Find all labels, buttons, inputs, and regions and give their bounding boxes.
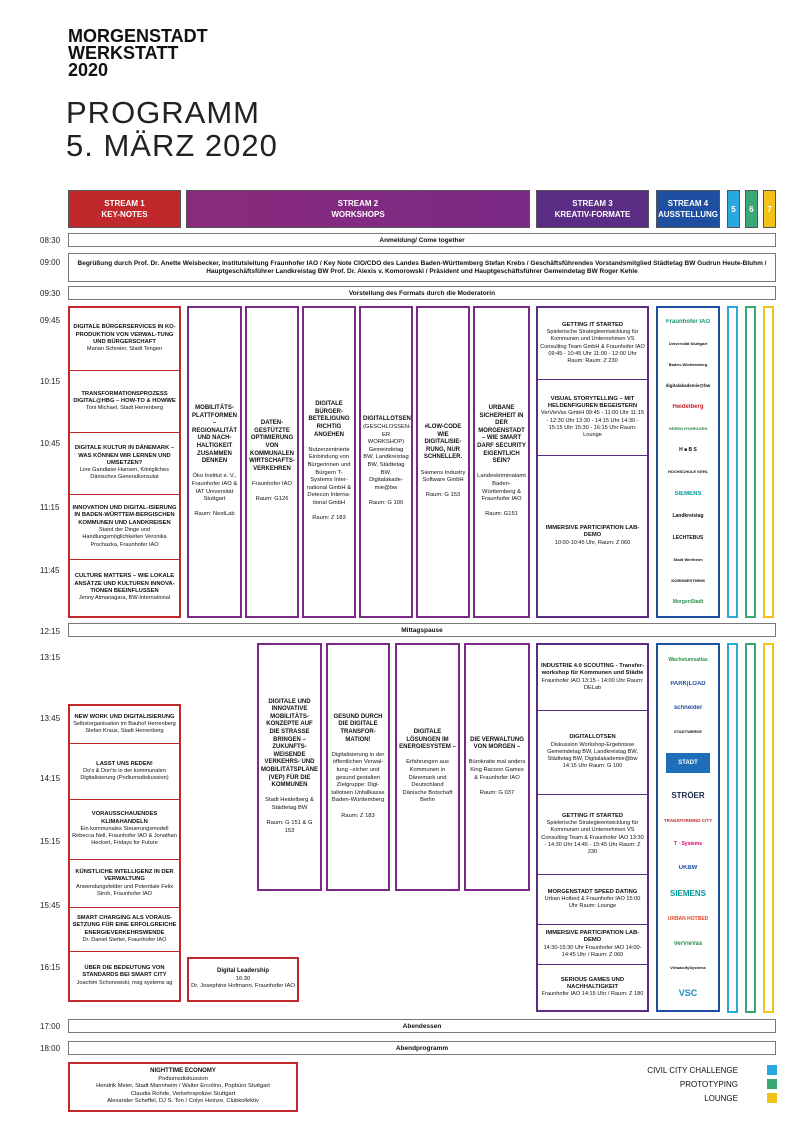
session[interactable]: MORGENSTADT SPEED DATING Urban Hotbed & Fraunhofer IAO 15:00 Uhr Raum: Lounge [538, 875, 647, 925]
workshop-card[interactable]: DATEN-GESTÜTZTE OPTIMIERUNG VON KOMMUNALEN WIRTSCHAFTS-VERKEHREN Fraunhofer IAO Raum: G126 [245, 306, 299, 618]
session[interactable]: NEW WORK UND DIGITALISIERUNG Selbstorganisation im Bauhof Herrenberg Stefan Kraus, Stadt Herrenberg [70, 706, 179, 744]
exhibitor-logo[interactable]: MorgenStadt [672, 598, 704, 605]
session[interactable]: SERIOUS GAMES UND NACHHALTIGKEIT Fraunhofer IAO 14:15 Uhr / Raum: Z 180 [541, 976, 644, 998]
nighttime-card[interactable]: NIGHTTIME ECONOMY Podiumsdiskussion Hendrik Meier, Stadt Mannheim / Walter Ercolino, Popbüro Stuttgart Claudia Rohde, Verkehrspolizei Stuttgart Alexander Scheffel, DJ S. Ton / Colyn Heinze, Clubkollektiv [68, 1062, 298, 1112]
lounge-column [763, 306, 774, 618]
civil-city-column [727, 306, 738, 618]
time-label: 08:30 [40, 236, 61, 245]
exhibitor-logo[interactable]: VSC [678, 987, 698, 998]
time-label: 10:15 [40, 377, 61, 386]
session[interactable]: GETTING IT STARTED Spielerische Strategieentwicklung für Kommunen und Unternehmen VS Consulting Team GmbH & Fraunhofer IAO 09:45 - 10:45 Uhr 11:00 - 12:00 Uhr Raum: Raum: Z 230 [538, 308, 647, 380]
exhibitor-logo[interactable]: STRÖER [671, 790, 705, 800]
exhibitor-logos-morning [656, 306, 720, 618]
exhibitor-logo[interactable]: schneider [673, 705, 703, 712]
time-label: 09:30 [40, 289, 61, 298]
session[interactable]: VORAUSSCHAUENDES KLIMAHANDELN Ein kommunales Steuerungsmodell Rebecca Nell, Fraunhofer IAO & Jonathan Heckert, Fridays for Future [70, 800, 179, 860]
exhibitor-logo[interactable]: SIEMENS [674, 490, 702, 497]
legend-swatch-lounge [767, 1093, 777, 1103]
evening-bar: Abendprogramm [68, 1041, 776, 1055]
exhibitor-logo[interactable]: KORNWESTHEIM [671, 577, 705, 583]
brand-line: WERKSTATT [68, 43, 179, 63]
format-bar: Vorstellung des Formats durch die Moderatorin [68, 286, 776, 300]
stream-1-header: STREAM 1 KEY-NOTES [68, 190, 181, 228]
stream-3-header: STREAM 3 KREATIV-FORMATE [536, 190, 649, 228]
exhibitor-logo[interactable]: H ■ B S [679, 447, 697, 454]
session[interactable]: KÜNSTLICHE INTELLIGENZ IN DER VERWALTUNG Anwendungsfelder und Potentiale Felix Stroh, Fraunhofer IAO [70, 860, 179, 908]
stream-3-afternoon [536, 643, 649, 1012]
stream-6-header: 6 [745, 190, 758, 228]
exhibitor-logo[interactable]: VerVieVas [673, 940, 703, 947]
session[interactable]: DIGITALLOTSEN Diskussion Workshop-Ergebnisse Gemeindetag BW, Landkreistag BW, Städtetag BW, Digitalakademie@bw 14:15 Uhr Raum: G 100 [538, 711, 647, 795]
exhibitor-logo[interactable]: T · Systems [673, 841, 703, 848]
session[interactable]: INDUSTRIE 4.0 SCOUTING - Transfer-workshop für Kommunen und Städte Fraunhofer IAO 13:15 - 14:00 Uhr Raum: DELab [538, 645, 647, 711]
legend-swatch-proto [767, 1079, 777, 1089]
session[interactable]: DIGITALE KULTUR IN DÄNEMARK – WAS KÖNNEN WIR LERNEN UND UMSETZEN? Line Gandløse Hansen, Königliches Dänisches Generalkonsulat [70, 433, 179, 495]
time-label: 15:45 [40, 901, 61, 910]
stream-3-morning [536, 306, 649, 618]
brand-line: 2020 [68, 60, 109, 80]
legend-proto: PROTOTYPING [679, 1080, 738, 1089]
workshop-card[interactable]: DIGITALE BÜRGER-BETEILIGUNG RICHTIG ANGEHEN Nutzerzentrierte Einbindung von Bürgerinnen und Bürgern T-Systems Inter-national GmbH & Detecon Interna-tional GmbH Raum: Z 183 [302, 306, 356, 618]
exhibitor-logo[interactable]: Heidelberg [672, 404, 704, 411]
exhibitor-logo[interactable]: SIEMENS [669, 889, 706, 899]
lounge-column [763, 643, 774, 1013]
workshop-card[interactable]: GESUND DURCH DIE DIGITALE TRANSFOR-MATION! Digitalisierung in der öffentlichen Verwal-tung –sicher und gesund gestalten Zielgruppe: Digi-tallotsen Unfallkasse Baden-Württemberg Raum: Z 183 [326, 643, 390, 891]
workshop-card[interactable]: DIGITALE LÖSUNGEN IM ENERGIESYSTEM – Erfahrungen aus Kommunen in Dänemark und Deutschland Dänische Botschaft Berlin [395, 643, 460, 891]
prototyping-column [745, 306, 756, 618]
session[interactable]: GETTING IT STARTED Spielerische Strategieentwicklung für Kommunen und Unternehmen VS Consulting Team & Fraunhofer IAO 13:30 - 14:30 Uhr 14:45 - 15:45 Uhr Raum: Z 230 [538, 795, 647, 875]
exhibitor-logos-afternoon [656, 643, 720, 1012]
title-line: PROGRAMM [66, 95, 260, 130]
time-label: 17:00 [40, 1022, 61, 1031]
stream-2-header: STREAM 2 WORKSHOPS [186, 190, 530, 228]
session[interactable]: SMART CHARGING ALS VORAUS-SETZUNG FÜR EINE ERFOLGREICHE ENERGIEVERKEHRSWENDE Dr. Daniel Stetter, Fraunhofer IAO [70, 908, 179, 952]
session[interactable]: CULTURE MATTERS – WIE LOKALE ANSÄTZE UND KULTUREN INNOVA-TIONEN BEEINFLUSSEN Jenny Atmanagara, BW-International [74, 573, 175, 602]
legend-lounge: LOUNGE [704, 1094, 738, 1103]
exhibitor-logo[interactable]: Stadt Wertheim [673, 556, 703, 562]
brand-line: MORGENSTADT [68, 26, 208, 46]
session[interactable]: ÜBER DIE BEDEUTUNG VON STANDARDS BEI SMART CITY Joachim Schonowski, msg systems ag [76, 965, 173, 986]
time-label: 09:45 [40, 316, 61, 325]
time-label: 16:15 [40, 963, 61, 972]
exhibitor-logo[interactable]: Fraunhofer IAO [665, 319, 710, 326]
exhibitor-logo[interactable]: VirtualcitySystems [670, 964, 706, 970]
stream-7-header: 7 [763, 190, 776, 228]
exhibitor-logo[interactable]: digitalakademie@bw [665, 383, 711, 389]
prototyping-column [745, 643, 756, 1013]
dinner-bar: Abendessen [68, 1019, 776, 1033]
digital-leadership-card[interactable]: Digital Leadership 16:30 Dr. Josephine Hofmann, Fraunhofer IAO [187, 957, 299, 1002]
exhibitor-logo[interactable]: HOCHSCHULE KEHL [667, 469, 709, 475]
workshop-card[interactable]: URBANE SICHERHEIT IN DER MORGENSTADT – WIE SMART DARF SECURITY EIGENTLICH SEIN? Landeskriminalamt Baden-Württemberg & Fraunhofer IAO Raum: G151 [473, 306, 530, 618]
time-label: 13:15 [40, 653, 61, 662]
time-label: 18:00 [40, 1044, 61, 1053]
time-label: 14:15 [40, 774, 61, 783]
workshop-card[interactable]: DIE VERWALTUNG VON MORGEN – Bürokratie mal anders King Racoon Games & Fraunhofer IAO Raum: G 037 [464, 643, 530, 891]
time-label: 12:15 [40, 627, 61, 636]
exhibitor-logo[interactable]: URBAN HOTBED [667, 916, 709, 923]
exhibitor-logo[interactable]: Wachstumsatlas [668, 657, 708, 664]
time-label: 10:45 [40, 439, 61, 448]
workshop-card[interactable]: DIGITALE UND INNOVATIVE MOBILITÄTS-KONZEPTE AUF DIE STRASSE BRINGEN – ZUKUNFTS-WEISENDE VERKEHRS- UND MOBILITÄTSPLÄNE (VEP) FÜR DIE KOMMUNEN Stadt Heidelberg & Städtetag BW Raum: G 151 & G 153 [257, 643, 322, 891]
stream-1-afternoon [68, 704, 181, 1002]
exhibitor-logo[interactable]: PARK|LOAD [670, 681, 706, 688]
page-title [66, 96, 278, 162]
exhibitor-logo[interactable]: Landkreistag [672, 512, 704, 519]
exhibitor-logo[interactable]: UKBW [678, 865, 698, 872]
lunch-bar: Mittagspause [68, 623, 776, 637]
stream-4-header: STREAM 4 AUSSTELLUNG [656, 190, 720, 228]
session[interactable]: IMMERSIVE PARTICIPATION LAB-DEMO 14:30-15:30 Uhr Fraunhofer IAO 14:00-14:45 Uhr / Raum: Z 060 [538, 925, 647, 965]
welcome-bar: Begrüßung durch Prof. Dr. Anette Weisbecker, Institutsleitung Fraunhofer IAO / Key Note CIO/CDO des Landes Baden-Württemberg Stefan Krebs / Geschäftsführendes Vorstandsmitglied Städtetag BW Gudrun Heute-Bluhm / Hauptgeschäftsführer Landkreistag BW Prof. Dr. Alexis v. Komorowski / Präsident und Hauptgeschäftsführer Gemeindetag BW Roger Kehle [68, 253, 776, 282]
exhibitor-logo[interactable]: STADT [666, 753, 710, 773]
time-label: 13:45 [40, 714, 61, 723]
exhibitor-logo[interactable]: GREEN HYDROGEN [668, 426, 708, 432]
time-label: 09:00 [40, 258, 61, 267]
time-label: 11:15 [40, 503, 60, 512]
exhibitor-logo[interactable]: Baden-Württemberg [668, 362, 708, 368]
session[interactable]: TRANSFORMATIONSPROZESS DIGITAL@HBG – HOW-TO & HOWWE Toni Michael, Stadt Herrenberg [70, 371, 179, 433]
legend-swatch-civil [767, 1065, 777, 1075]
exhibitor-logo[interactable]: Universität Stuttgart [668, 341, 708, 347]
civil-city-column [727, 643, 738, 1013]
session[interactable]: INNOVATION UND DIGITAL-ISIERUNG IN BADEN-WÜRTTEM-BERGISCHEN KOMMUNEN UND LANDKREISEN Stand der Dinge und Handlungsmöglichkeiten Veronika Prochazka, Fraunhofer IAO [70, 495, 179, 560]
workshop-card[interactable]: #LOW-CODE WIE DIGITALISIE-RUNG, NUR SCHNELLER. Siemens Industry Software GmbH Raum: G 153 [416, 306, 470, 618]
workshop-card[interactable]: MOBILITÄTS-PLATTFORMEN – REGIONALITÄT UND NACH-HALTIGKEIT ZUSAMMEN DENKEN Öko Institut e. V., Fraunhofer IAO & IAT Universität Stuttgart Raum: NextLab [187, 306, 242, 618]
session[interactable]: IMMERSIVE PARTICIPATION LAB-DEMO 10:00-10:45 Uhr, Raum: Z 060 [545, 525, 640, 546]
time-label: 11:45 [40, 566, 60, 575]
exhibitor-logo[interactable]: LECHTEBUS [672, 534, 704, 541]
legend-civil: CIVIL CITY CHALLENGE [647, 1066, 738, 1075]
time-label: 15:15 [40, 837, 61, 846]
arrival-bar: Anmeldung/ Come together [68, 233, 776, 247]
exhibitor-logo[interactable]: TRANSFORMING CITY [663, 817, 713, 823]
session[interactable]: VISUAL STORYTELLING – MIT HELDENFIGUREN BEGEISTERN VerVieVas GmbH 09:45 - 11:00 Uhr 11:15 - 12:30 Uhr 13:30 - 14:15 Uhr 14:30 - 15:15 Uhr 15:30 - 16:15 Uhr Raum: Lounge [538, 380, 647, 456]
session[interactable]: DIGITALE BÜRGERSERVICES IN KO-PRODUKTION VON VERWAL-TUNG UND BÜRGERSCHAFT Marian Schreier, Stadt Tengen [70, 308, 179, 371]
stream-1-morning [68, 306, 181, 618]
title-line: 5. MÄRZ 2020 [66, 128, 278, 163]
workshop-card[interactable]: DIGITALLOTSEN (GESCHLOSSEN-ER WORKSHOP) Gemeindetag BW, Landkreistag BW, Städtetag BW, Digitalakade-mie@bw Raum: G 100 [359, 306, 413, 618]
exhibitor-logo[interactable]: STADTWERKE [674, 729, 702, 735]
session[interactable]: LASST UNS REDEN! Do's & Don'ts in der kommunalen Digitalisierung (Podiumsdiskussion) [70, 744, 179, 800]
stream-5-header: 5 [727, 190, 740, 228]
brand-title [68, 28, 208, 79]
